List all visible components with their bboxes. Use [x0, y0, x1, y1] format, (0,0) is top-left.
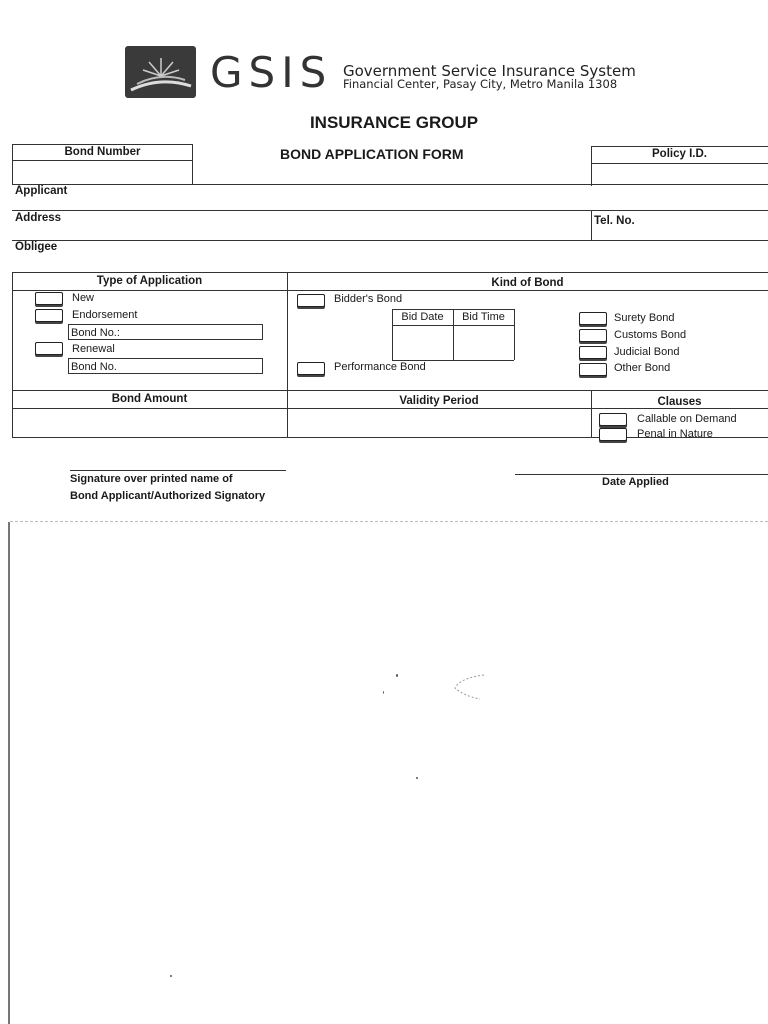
endorsement-checkbox[interactable] [35, 309, 63, 322]
logo-wordmark: GSIS [210, 48, 333, 97]
gsis-logo [125, 46, 196, 98]
scan-edge [10, 521, 768, 522]
endorsement-label: Endorsement [72, 309, 138, 321]
new-checkbox[interactable] [35, 292, 63, 305]
bond-number-field[interactable] [13, 161, 192, 183]
policy-id-label: Policy I.D. [652, 148, 707, 160]
penal-in-nature-label: Penal in Nature [637, 428, 713, 440]
bond-amount-field[interactable] [13, 409, 286, 436]
new-label: New [72, 292, 95, 304]
renewal-bond-no-input[interactable]: Bond No. [68, 358, 263, 374]
address-label: Address [15, 212, 62, 224]
performance-bond-checkbox[interactable] [297, 362, 325, 375]
penal-in-nature-checkbox[interactable] [599, 428, 627, 441]
applicant-field[interactable] [90, 186, 760, 208]
date-applied-label: Date Applied [602, 476, 669, 488]
validity-period-field[interactable] [288, 409, 590, 436]
date-applied-field[interactable] [515, 464, 768, 474]
scan-mark [450, 672, 490, 702]
customs-bond-label: Customs Bond [614, 329, 687, 341]
applicant-label: Applicant [15, 185, 68, 197]
obligee-label: Obligee [15, 241, 58, 253]
signature-field[interactable] [70, 460, 286, 470]
org-address: Financial Center, Pasay City, Metro Manila 1308 [343, 77, 618, 91]
judicial-bond-label: Judicial Bond [614, 346, 680, 358]
address-field[interactable] [90, 212, 585, 238]
callable-on-demand-checkbox[interactable] [599, 413, 627, 426]
validity-period-label: Validity Period [399, 395, 479, 407]
surety-bond-label: Surety Bond [614, 312, 675, 324]
type-of-application-heading: Type of Application [96, 275, 203, 287]
judicial-bond-checkbox[interactable] [579, 346, 607, 359]
kind-of-bond-heading: Kind of Bond [491, 277, 564, 289]
bid-date-field[interactable] [393, 326, 452, 359]
bidders-bond-label: Bidder's Bond [334, 293, 403, 305]
scan-margin-line [8, 522, 10, 1024]
scan-speck [416, 777, 418, 779]
signature-caption-line2: Bond Applicant/Authorized Signatory [70, 490, 266, 502]
other-bond-label: Other Bond [614, 362, 671, 374]
endorsement-bond-no-input[interactable]: Bond No.: [68, 324, 263, 340]
renewal-checkbox[interactable] [35, 342, 63, 355]
bid-date-label: Bid Date [401, 311, 444, 323]
signature-caption-line1: Signature over printed name of [70, 473, 233, 485]
org-name: Government Service Insurance System [343, 62, 636, 80]
policy-id-field[interactable] [592, 164, 768, 185]
form-title: BOND APPLICATION FORM [280, 146, 464, 162]
bond-amount-label: Bond Amount [111, 393, 188, 405]
performance-bond-label: Performance Bond [334, 361, 426, 373]
group-title: INSURANCE GROUP [309, 113, 479, 132]
tel-no-label: Tel. No. [594, 215, 635, 227]
callable-on-demand-label: Callable on Demand [637, 413, 737, 425]
customs-bond-checkbox[interactable] [579, 329, 607, 342]
bond-number-label: Bond Number [64, 146, 141, 158]
obligee-field[interactable] [90, 242, 760, 270]
sunburst-logo-icon [125, 46, 196, 98]
clauses-label: Clauses [657, 396, 702, 408]
tel-no-field[interactable] [650, 212, 760, 238]
scan-speck [383, 691, 384, 694]
surety-bond-checkbox[interactable] [579, 312, 607, 325]
renewal-label: Renewal [72, 343, 115, 355]
bidders-bond-checkbox[interactable] [297, 294, 325, 307]
scan-speck [396, 674, 398, 677]
bid-time-field[interactable] [454, 326, 513, 359]
scan-speck [170, 975, 172, 977]
other-bond-checkbox[interactable] [579, 363, 607, 376]
bid-time-label: Bid Time [462, 311, 505, 323]
